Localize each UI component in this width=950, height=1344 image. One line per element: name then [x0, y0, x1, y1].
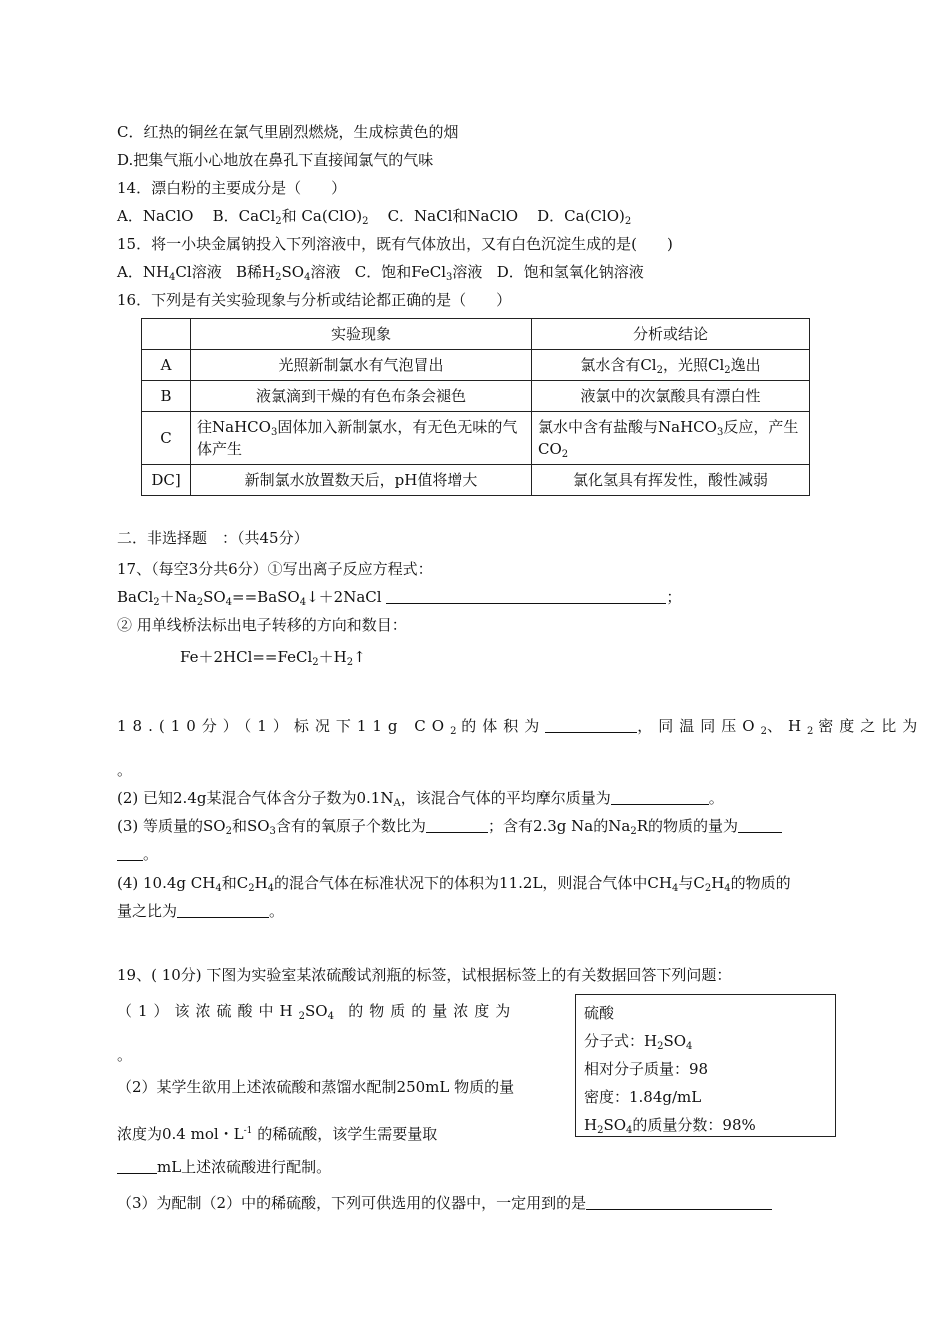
question-17-reaction: $Fe+2HCl==FeCl_2+H_2↑$ — [180, 648, 366, 668]
table-header: 分析或结论 — [532, 319, 810, 350]
phenomenon-cell: 光照新制氯水有气泡冒出 — [191, 350, 532, 381]
question-18-part3-cont: 。 — [117, 844, 158, 864]
row-key: DC] — [142, 465, 191, 496]
experiment-table — [141, 318, 810, 496]
table-header-row — [142, 319, 810, 350]
option-c: C．红热的铜丝在氯气里剧烈燃烧，生成棕黄色的烟 — [117, 123, 459, 141]
question-19-part2-cont: 浓度为0.4 mol・$L^{-1}$ 的稀硫酸，该学生需要量取 — [117, 1125, 438, 1143]
table-header: 实验现象 — [191, 319, 532, 350]
phenomenon-cell: 往NaHCO$_3$固体加入新制氯水，有无色无味的气体产生 — [191, 412, 532, 465]
question-17: 17、（每空3分共6分）①写出离子反应方程式： — [117, 560, 433, 578]
row-key: C — [142, 412, 191, 465]
label-formula: 分子式：$H_2SO_4$ — [584, 1032, 693, 1052]
answer-blank[interactable] — [177, 902, 269, 918]
label-title: 硫酸 — [584, 1004, 615, 1022]
answer-blank[interactable] — [426, 817, 488, 833]
section-heading: 二．非选择题 ：（共45分） — [117, 529, 309, 547]
question-19-part3: （3）为配制（2）中的稀硫酸，下列可供选用的仪器中，一定用到的是 — [117, 1193, 772, 1213]
phenomenon-cell: 新制氯水放置数天后，pH值将增大 — [191, 465, 532, 496]
table-row — [142, 412, 810, 465]
answer-blank[interactable] — [117, 845, 143, 861]
question-19-period: 。 — [117, 1046, 133, 1064]
question-18-part2: (2) 已知2.4g某混合气体含分子数为$0.1N_A$，该混合气体的平均摩尔质量为 。 — [117, 789, 724, 809]
answer-blank[interactable] — [545, 717, 637, 733]
row-key: B — [142, 381, 191, 412]
question-14: 14．漂白粉的主要成分是（ ） — [117, 179, 347, 197]
question-19-part1: （1）该浓硫酸中$H_2SO_4$ 的物质的量浓度为 — [117, 1002, 517, 1022]
row-key: A — [142, 350, 191, 381]
question-17-part2: ② 用单线桥法标出电子转移的方向和数目： — [117, 616, 407, 634]
question-18-part4-cont: 量之比为 。 — [117, 902, 285, 920]
label-molar-mass: 相对分子质量：98 — [584, 1060, 709, 1078]
conclusion-cell: 氯水含有$Cl_2$，光照$Cl_2$逸出 — [532, 350, 810, 381]
option-d: D.把集气瓶小心地放在鼻孔下直接闻氯气的气味 — [117, 151, 434, 169]
answer-blank[interactable] — [117, 1158, 157, 1174]
label-mass-fraction: $H_2SO_4$的质量分数：98% — [584, 1116, 756, 1136]
table-row — [142, 350, 810, 381]
question-14-options: A．NaClO B．CaCl$_2$和 $Ca(ClO)_2$ C．NaCl和NaClO D．$Ca(ClO)_2$ — [117, 207, 632, 227]
question-18-part1: 18.(10分）（1）标况下11g $CO_2$ 的体积为 ，同温同压$O_2$、$H_2$ 密度之比为 — [117, 717, 924, 737]
question-19: 19、( 10分) 下图为实验室某浓硫酸试剂瓶的标签，试根据标签上的有关数据回答下列问题： — [117, 966, 732, 984]
question-15-options: A．$NH_4Cl$溶液 B稀$H_2SO_4$溶液 C．饱和FeCl$_3$溶液 D．饱和氢氧化钠溶液 — [117, 263, 644, 283]
label-density: 密度：1.84g/mL — [584, 1088, 702, 1106]
table-row — [142, 381, 810, 412]
answer-blank[interactable] — [738, 817, 782, 833]
reagent-label — [575, 994, 836, 1137]
answer-blank[interactable] — [611, 789, 709, 805]
phenomenon-cell: 液氯滴到干燥的有色布条会褪色 — [191, 381, 532, 412]
conclusion-cell: 液氯中的次氯酸具有漂白性 — [532, 381, 810, 412]
question-18-part3: (3) 等质量的$SO_2$和$SO_3$含有的氧原子个数比为 ；含有2.3g Na的$Na_2R$的物质的量为 — [117, 816, 782, 836]
question-18-period: 。 — [117, 761, 133, 779]
answer-blank[interactable] — [386, 588, 666, 604]
table-row — [142, 465, 810, 496]
question-18-part4: (4) 10.4g $CH_4$和$C_2H_4$的混合气体在标准状况下的体积为11.2L，则混合气体中$CH_4$与$C_2H_4$的物质的 — [117, 874, 791, 894]
answer-blank[interactable] — [586, 1194, 772, 1210]
question-16: 16．下列是有关实验现象与分析或结论都正确的是（ ） — [117, 291, 512, 309]
question-17-equation: $BaCl_2+Na_2SO_4==BaSO_4↓+2NaCl$ ； — [117, 588, 682, 608]
conclusion-cell: 氯化氢具有挥发性，酸性减弱 — [532, 465, 810, 496]
question-19-part2-end: mL上述浓硫酸进行配制。 — [117, 1157, 331, 1177]
question-15: 15．将一小块金属钠投入下列溶液中，既有气体放出，又有白色沉淀生成的是( ) — [117, 235, 673, 253]
table-header — [142, 319, 191, 350]
question-19-part2: （2）某学生欲用上述浓硫酸和蒸馏水配制250mL 物质的量 — [117, 1078, 515, 1096]
conclusion-cell: 氯水中含有盐酸与NaHCO$_3$反应，产生$CO_2$ — [532, 412, 810, 465]
